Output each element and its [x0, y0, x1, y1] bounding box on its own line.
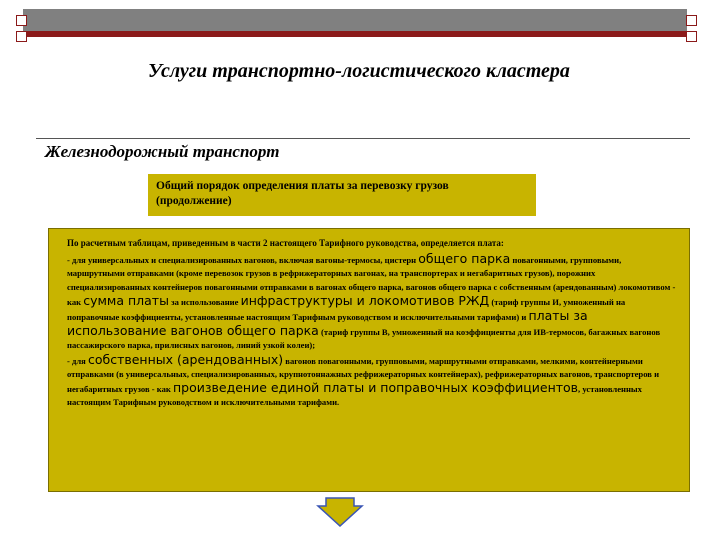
- intro-paragraph: По расчетным таблицам, приведенным в части 2 настоящего Тарифного руководства, определяется плата:: [67, 238, 504, 248]
- item-2-text-a: - для: [67, 355, 88, 366]
- item-1-emphasis-wagons: платы за использование вагонов общего парка: [67, 308, 588, 339]
- down-arrow-icon[interactable]: [316, 497, 364, 527]
- item-2-paragraph: [67, 353, 677, 410]
- item-1-paragraph: [67, 252, 677, 352]
- title-divider: [36, 138, 690, 139]
- item-1-text-g: (тариф группы И, умноженный на поправочные коэффициенты, установленные настоящим Тарифным руководством и исключительными тарифами) и: [67, 296, 626, 323]
- corner-square-right-bottom: [686, 31, 697, 42]
- item-2-emphasis-product: произведение единой платы и поправочных коэффициентов: [173, 380, 579, 396]
- subtitle-line-2: (продолжение): [156, 195, 232, 207]
- item-1-text-c: повагонными, групповыми, маршрутными отправками (кроме перевозок грузов в рефрижераторных вагонах, на транспортерах и негабаритных грузов), порожних специализированных контейнеров повагонными отправками в вагонах общего парка, вагонов общего парка с собственным (арендованным) локомотивом - как: [67, 255, 676, 307]
- item-2-emphasis-own: собственных (арендованных): [87, 351, 284, 367]
- item-1-text-a: - для универсальных и специализированных вагонов, включая вагоны-термосы, цистерн: [67, 255, 419, 266]
- top-bar: [23, 9, 687, 31]
- slide-title: Услуги транспортно-логистического кластера: [148, 60, 570, 82]
- item-2-text-c: вагонов повагонными, групповыми, маршрутными отправками, мелкими, контейнерными отправками (в универсальных, специализированных, крупнотоннажных рефрижераторных контейнерах), рефрижераторных вагонов, транспортеров и негабаритных грузов - как: [67, 355, 660, 395]
- subtitle-box: [148, 174, 536, 216]
- item-2-text-e: , установленных настоящим Тарифным руководством и исключительными тарифами.: [67, 384, 642, 408]
- corner-square-left-bottom: [16, 31, 27, 42]
- content-box: [48, 228, 690, 492]
- corner-square-right-top: [686, 15, 697, 26]
- section-heading: Железнодорожный транспорт: [45, 142, 280, 161]
- item-1-text-e: за использование: [168, 296, 241, 307]
- item-1-emphasis-infrastructure: инфраструктуры и локомотивов РЖД: [240, 292, 490, 308]
- item-1-emphasis-sum: сумма платы: [83, 292, 169, 308]
- corner-square-left-top: [16, 15, 27, 26]
- item-1-emphasis-general-fleet: общего парка: [418, 251, 511, 267]
- item-1-text-i: (тариф группы В, умноженный на коэффициенты для ИВ-термосов, багажных вагонов пассажирского парка, прилисных вагонов, линий узкой колеи);: [67, 327, 661, 351]
- subtitle-line-1: Общий порядок определения платы за перевозку грузов: [156, 180, 449, 192]
- top-bar-accent: [23, 31, 687, 37]
